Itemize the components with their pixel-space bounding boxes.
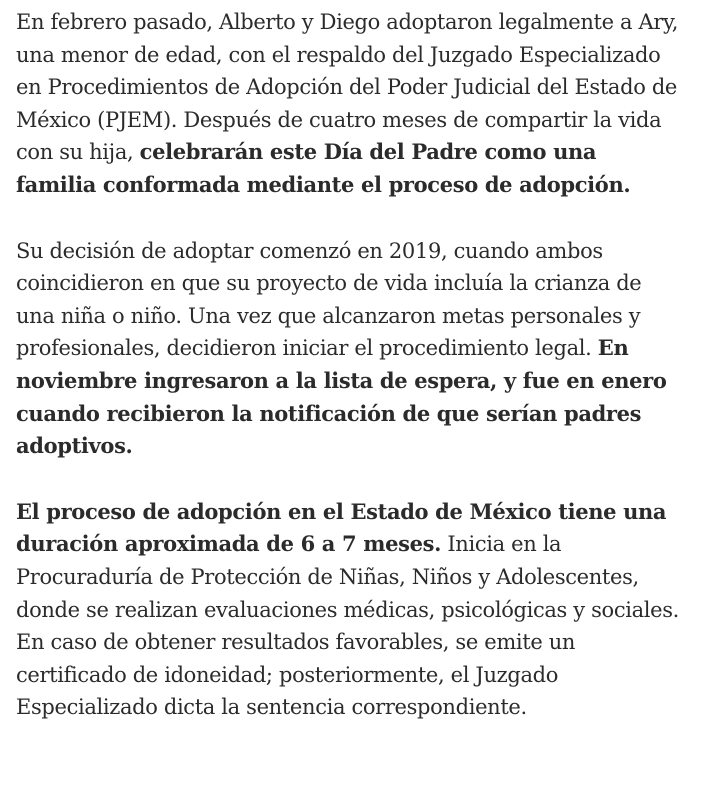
intro-text: En febrero pasado, Alberto y Diego adoptaron legalmente a Ary, una menor de edad, con el respaldo del Juzgado Especializado en Procedimientos de Adopción del Poder Judicial del Estado de México (PJEM). Después de cuatro meses de compartir la vida con su hija, [16,10,679,165]
process-text: Inicia en la Procuraduría de Protección de Niñas, Niños y Adolescentes, donde se realizan evaluaciones médicas, psicológicas y sociales. En caso de obtener resultados favorables, se emite un certificado de idoneidad; posteriormente, el Juzgado Especializado dicta la sentencia correspondiente. [16,532,679,720]
intro-highlight: celebrarán este Día del Padre como una familia conformada mediante el proceso de adopción. [16,139,631,197]
process-highlight: El proceso de adopción en el Estado de México tiene una duración aproximada de 6 a 7 meses. [16,498,667,557]
paragraph-adoption-intro [16,6,682,202]
paragraph-decision [16,235,682,463]
decision-highlight: En noviembre ingresaron a la lista de espera, y fue en enero cuando recibieron la notificación de que serían padres adoptivos. [16,335,667,459]
decision-text: Su decisión de adoptar comenzó en 2019, cuando ambos coincidieron en que su proyecto de vida incluía la crianza de una niña o niño. Una vez que alcanzaron metas personales y profesionales, decidieron iniciar el procedimiento legal. [16,238,642,361]
paragraph-process [16,496,682,724]
